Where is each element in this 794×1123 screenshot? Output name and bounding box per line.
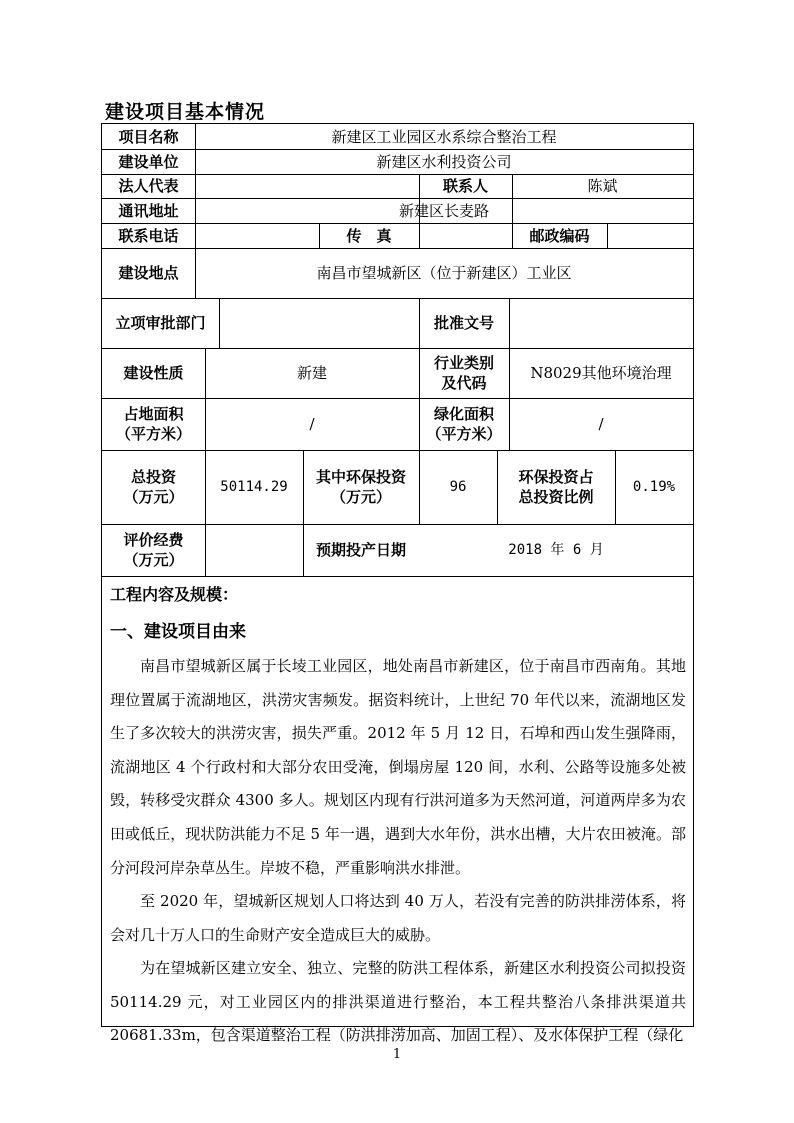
paragraph-3: 为在望城新区建立安全、独立、完整的防洪工程体系，新建区水利投资公司拟投资 50114.29 元，对工业园区内的排洪渠道进行整治，本工程共整治八条排洪渠道共 20681.33m，包含渠道整治工程（防洪排涝加高、加固工程）、及水体保护工程（绿化 [110, 959, 686, 1045]
value-approval-dept [219, 298, 419, 348]
value-unit: 新建区水利投资公司 [376, 152, 512, 171]
content-title: 工程内容及规模： [110, 585, 239, 604]
value-contact: 陈斌 [587, 177, 618, 195]
value-zip [607, 223, 693, 248]
label-eval-fee: 评价经费（万元） [123, 531, 184, 569]
value-location: 南昌市望城新区（位于新建区）工业区 [316, 264, 572, 282]
project-info-table [101, 123, 694, 1045]
label-nature: 建设性质 [123, 364, 184, 382]
label-legal-rep: 法人代表 [118, 177, 179, 195]
value-phone [195, 223, 319, 248]
page-number: 1 [392, 1047, 402, 1062]
value-project-name: 新建区工业园区水系综合整治工程 [331, 127, 557, 146]
value-fax [419, 223, 512, 248]
label-location: 建设地点 [118, 264, 179, 282]
section-heading: 一、建设项目由来 [110, 622, 246, 642]
label-address: 通讯地址 [118, 201, 179, 220]
label-env-ratio: 环保投资占总投资比例 [518, 468, 594, 506]
label-start-date: 预期投产日期 [315, 541, 406, 559]
value-green: / [598, 415, 604, 433]
page-heading: 建设项目基本情况 [105, 101, 266, 123]
paragraph-2: 至 2020 年，望城新区规划人口将达到 40 万人，若没有完善的防洪排涝体系，将会对几十万人口的生命财产安全造成巨大的威胁。 [110, 892, 686, 944]
value-start-date: 2018 年 6 月 [508, 542, 604, 558]
label-fax: 传 真 [346, 226, 392, 245]
value-env-invest: 96 [449, 479, 467, 495]
label-invest: 总投资（万元） [123, 468, 184, 506]
label-approval-no: 批准文号 [433, 314, 494, 332]
label-zip: 邮政编码 [529, 226, 590, 245]
label-env-invest: 其中环保投资（万元） [315, 468, 406, 506]
label-area: 占地面积（平方米） [116, 405, 192, 443]
value-eval-fee [205, 524, 303, 576]
label-approval-dept: 立项审批部门 [115, 314, 206, 332]
value-nature: 新建 [296, 364, 327, 382]
label-project-name: 项目名称 [118, 127, 179, 146]
value-legal-rep [195, 174, 419, 198]
label-phone: 联系电话 [118, 226, 179, 245]
label-green: 绿化面积（平方米） [426, 405, 502, 443]
value-env-ratio: 0.19% [632, 479, 676, 495]
value-invest: 50114.29 [220, 479, 288, 495]
value-industry: N8029其他环境治理 [530, 364, 672, 382]
paragraph-1: 南昌市望城新区属于长堎工业园区，地处南昌市新建区，位于南昌市西南角。其地理位置属于流湖地区，洪涝灾害频发。据资料统计，上世纪 70 年代以来，流湖地区发生了多次较大的洪涝灾害，损失严重。2012 年 5 月 12 日，石埠和西山发生强降雨，流湖地区 4 个行政村和大部分农田受淹，倒塌房屋 120 间，水利、公路等设施多处被毁，转移受灾群众 4300 多人。规划区内现有行洪河道多为天然河道，河道两岸多为农田或低丘，现状防洪能力不足 5 年一遇，遇到大水年份，洪水出槽，大片农田被淹。部分河段河岸杂草丛生。岸坡不稳，严重影响洪水排泄。 [110, 657, 686, 877]
value-area: / [309, 415, 315, 433]
value-approval-no [509, 298, 693, 348]
value-address: 新建区长麦路 [398, 201, 489, 220]
label-contact: 联系人 [442, 177, 488, 195]
label-industry: 行业类别及代码 [433, 354, 494, 392]
label-unit: 建设单位 [118, 152, 179, 171]
